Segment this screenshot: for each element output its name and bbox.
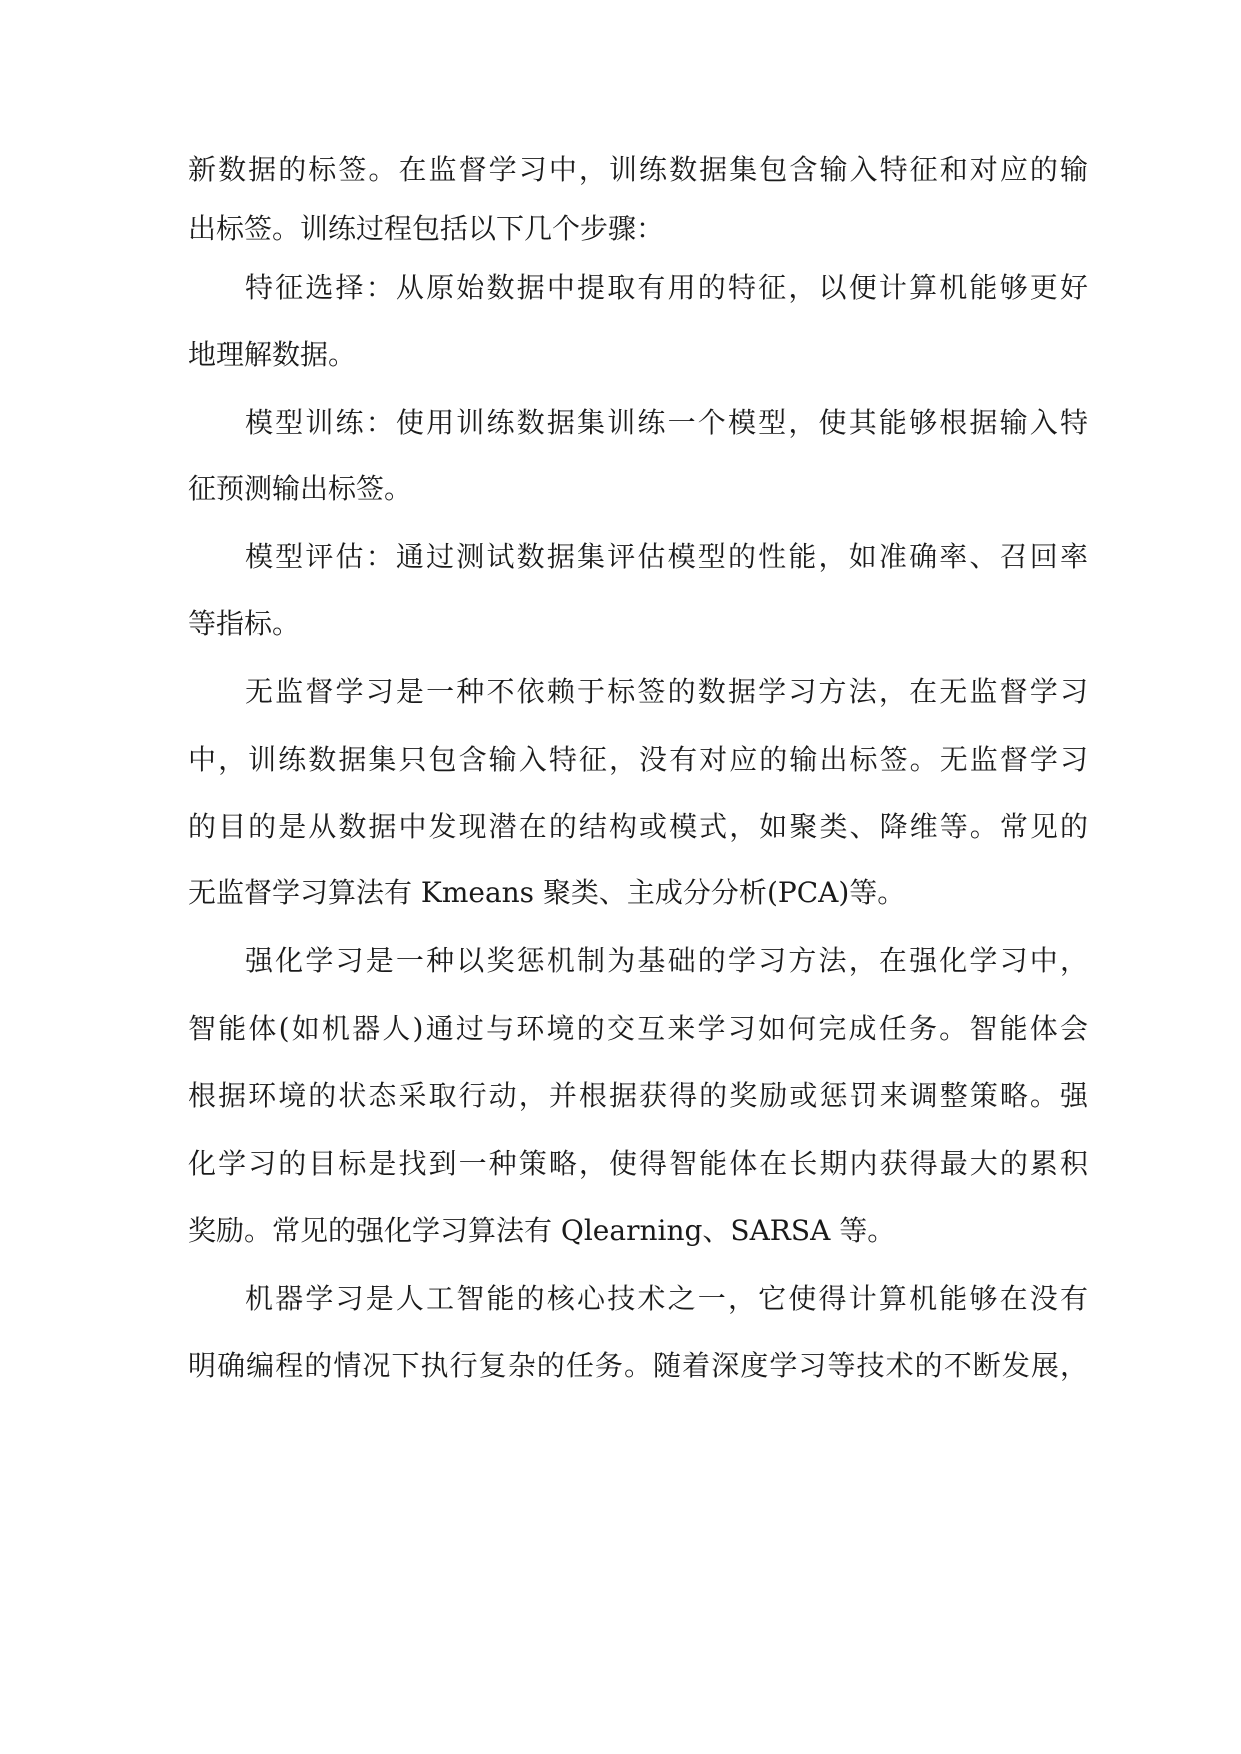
text-line: 中，训练数据集只包含输入特征，没有对应的输出标签。无监督学习 bbox=[188, 743, 1088, 776]
text-line: 无监督学习是一种不依赖于标签的数据学习方法，在无监督学习 bbox=[245, 675, 1088, 708]
text-line: 等指标。 bbox=[188, 607, 301, 640]
text-line: 征预测输出标签。 bbox=[188, 472, 413, 505]
text-line: 化学习的目标是找到一种策略，使得智能体在长期内获得最大的累积 bbox=[188, 1147, 1088, 1180]
text-line: 新数据的标签。在监督学习中，训练数据集包含输入特征和对应的输 bbox=[188, 153, 1088, 186]
text-line: 机器学习是人工智能的核心技术之一，它使得计算机能够在没有 bbox=[245, 1282, 1088, 1315]
text-line: 模型训练：使用训练数据集训练一个模型，使其能够根据输入特 bbox=[245, 406, 1088, 439]
text-line: 奖励。常见的强化学习算法有 Qlearning、SARSA 等。 bbox=[188, 1214, 896, 1247]
text-line: 模型评估：通过测试数据集评估模型的性能，如准确率、召回率 bbox=[245, 540, 1088, 573]
text-line: 智能体(如机器人)通过与环境的交互来学习如何完成任务。智能体会 bbox=[188, 1012, 1088, 1045]
text-line: 地理解数据。 bbox=[188, 338, 357, 371]
text-line: 强化学习是一种以奖惩机制为基础的学习方法，在强化学习中， bbox=[245, 944, 1088, 977]
text-line: 出标签。训练过程包括以下几个步骤： bbox=[188, 212, 665, 245]
text-line: 根据环境的状态采取行动，并根据获得的奖励或惩罚来调整策略。强 bbox=[188, 1079, 1088, 1112]
text-line: 明确编程的情况下执行复杂的任务。随着深度学习等技术的不断发展， bbox=[188, 1349, 1088, 1382]
text-line: 无监督学习算法有 Kmeans 聚类、主成分分析(PCA)等。 bbox=[188, 876, 906, 909]
text-line: 特征选择：从原始数据中提取有用的特征，以便计算机能够更好 bbox=[245, 271, 1088, 304]
text-line: 的目的是从数据中发现潜在的结构或模式，如聚类、降维等。常见的 bbox=[188, 810, 1088, 843]
